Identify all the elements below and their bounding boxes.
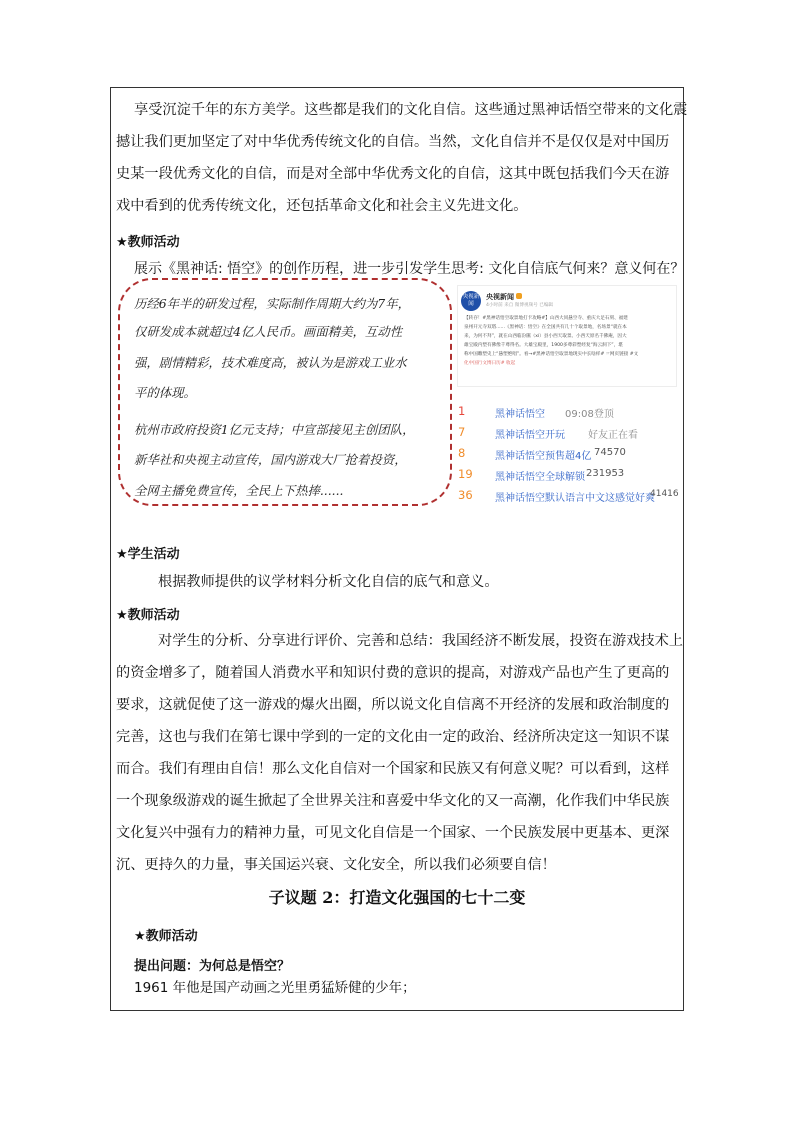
post-text-line: 泉州开元寺双塔......《黑神话：悟空》在全国共有几十个取景地，名场景“就在本: [464, 325, 627, 330]
body-text-line: 对学生的分析、分享进行评价、完善和总结：我国经济不断发展，投资在游戏技术上: [158, 633, 683, 649]
subtopic-heading: 子议题 2：打造文化强国的七十二变: [268, 888, 526, 907]
post-text-line: 称中国雕塑史上“悬塑绝唱”。看→#黑神话悟空取景地现实中长啥样# ☞网页链接 #文: [464, 352, 639, 357]
student-activity-text: 根据教师提供的议学材料分析文化自信的底气和意义。: [158, 574, 499, 590]
verified-icon: [516, 293, 522, 299]
trending-item[interactable]: [458, 467, 683, 487]
teacher-activity-label: ★教师活动: [116, 235, 180, 250]
bubble-text-line: 杭州市政府投资1亿元支持；中宣部接见主创团队，: [134, 422, 415, 437]
trending-meta: 好友正在看: [588, 430, 638, 441]
trending-rank: 19: [458, 467, 473, 481]
post-source: 央视新闻: [486, 292, 522, 302]
bubble-text-line: 仅研发成本就超过4亿人民币。画面精美，互动性: [134, 324, 403, 339]
bubble-text-line: 平的体现。: [134, 385, 196, 400]
bubble-text-line: 全网主播免费宣传，全民上下热捧......: [134, 483, 344, 498]
trending-rank: 36: [458, 488, 473, 502]
body-text-line: 史某一段优秀文化的自信，而是对全部中华优秀文化的自信，这其中既包括我们今天在游: [116, 166, 670, 182]
news-post-card: [457, 285, 677, 387]
avatar: 央视新闻: [461, 291, 481, 311]
body-text-line: 戏中看到的优秀传统文化，还包括革命文化和社会主义先进文化。: [116, 198, 528, 214]
bubble-text-line: 新华社和央视主动宣传，国内游戏大厂抢着投资，: [134, 452, 407, 467]
body-text-line: 享受沉淀千年的东方美学。这些都是我们的文化自信。这些通过黑神话悟空带来的文化震: [134, 102, 688, 118]
trending-item[interactable]: [458, 446, 683, 466]
trending-meta: 41416: [650, 489, 679, 499]
post-text-line: 来，为何不拜”，就在山西临汾隰（xí）县小西天取景。小西天原名千佛庵，因大: [464, 334, 627, 339]
body-text-line: 而合。我们有理由自信！那么文化自信对一个国家和民族又有何意义呢？可以看到，这样: [116, 761, 670, 777]
trending-title: 黑神话悟空预售超4亿: [495, 451, 592, 462]
trending-rank: 1: [458, 404, 466, 418]
body-text-line: 一个现象级游戏的诞生掀起了全世界关注和喜爱中华文化的又一高潮，化作我们中华民族: [116, 793, 670, 809]
body-text-line: 1961 年他是国产动画之光里勇猛矫健的少年；: [134, 980, 416, 996]
body-text-line: 沉、更持久的力量，事关国运兴衰、文化安全，所以我们必须要自信！: [116, 857, 556, 873]
trending-item[interactable]: [458, 404, 683, 424]
post-text-line: 雄宝殿内塑有佛像千尊得名。大雄宝殿里，1900多尊彩塑经复“海云洞下”，堪: [464, 343, 623, 348]
bubble-text-line: 历经6年半的研发过程，实际制作周期大约为7年，: [134, 296, 410, 311]
trending-title: 黑神话悟空开玩: [495, 430, 565, 441]
teacher-activity-text: 展示《黑神话: 悟空》的创作历程，进一步引发学生思考: 文化自信底气何来？意义何在？: [134, 261, 685, 277]
trending-item[interactable]: [458, 425, 683, 445]
teacher-activity-label: ★教师活动: [116, 608, 180, 623]
trending-title: 黑神话悟空: [495, 409, 545, 420]
trending-item[interactable]: [458, 488, 683, 508]
body-text-line: 撼让我们更加坚定了对中华优秀传统文化的自信。当然，文化自信并不是仅仅是对中国历: [116, 134, 670, 150]
body-text-line: 文化复兴中强有力的精神力量，可见文化自信是一个国家、一个民族发展中更基本、更深: [116, 825, 670, 841]
student-activity-label: ★学生活动: [116, 547, 180, 562]
trending-rank: 8: [458, 446, 466, 460]
post-meta: 4小时前 来自 微博视频号 已编辑: [486, 303, 554, 308]
post-text-line: 化中国行文博日历# 收起: [464, 361, 516, 366]
trending-title: 黑神话悟空默认语言中文这感觉好爽: [495, 493, 655, 504]
body-text-line: 要求，这就促使了这一游戏的爆火出圈，所以说文化自信离不开经济的发展和政治制度的: [116, 697, 670, 713]
trending-meta: 74570: [594, 447, 626, 458]
teacher-activity-label: ★教师活动: [134, 929, 198, 944]
question-text: 提出问题：为何总是悟空？: [134, 959, 291, 974]
body-text-line: 完善，这也与我们在第七课中学到的一定的文化由一定的政治、经济所决定这一知识不谋: [116, 729, 670, 745]
post-text-line: 【转存！#黑神话悟空取景地打卡攻略#】山西大同悬空寺、重庆大足石刻、福建: [464, 316, 628, 321]
trending-meta: 231953: [586, 468, 625, 479]
body-text-line: 的资金增多了，随着国人消费水平和知识付费的意识的提高，对游戏产品也产生了更高的: [116, 665, 670, 681]
trending-rank: 7: [458, 425, 466, 439]
bubble-text-line: 强，剧情精彩，技术难度高，被认为是游戏工业水: [134, 355, 407, 370]
trending-meta: 09:08登顶: [565, 409, 614, 420]
trending-title: 黑神话悟空全球解锁: [495, 472, 585, 483]
